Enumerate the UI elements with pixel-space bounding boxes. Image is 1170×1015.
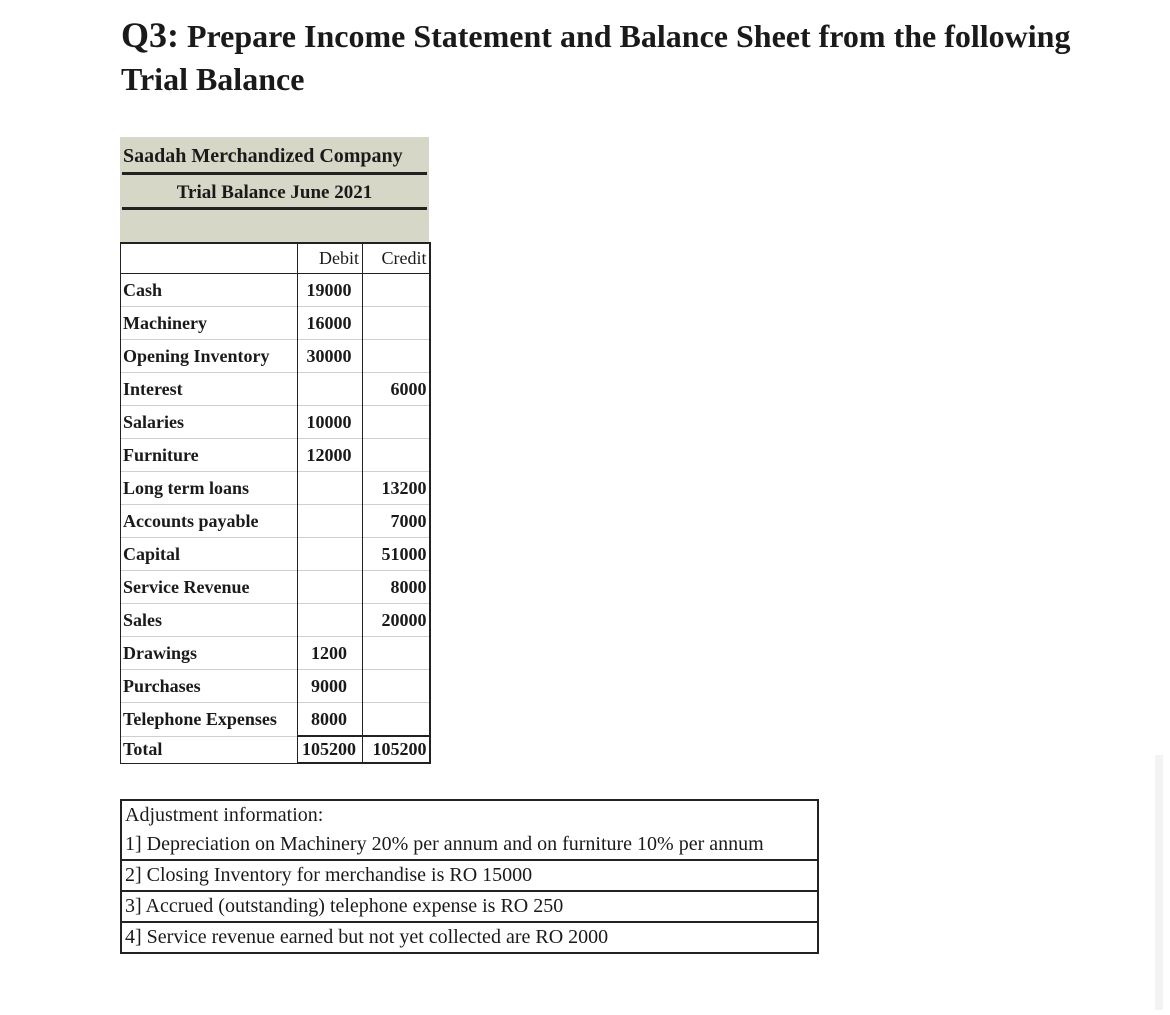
credit-amount: 8000 [363, 571, 430, 604]
table-row [121, 307, 430, 340]
account-name: Purchases [121, 670, 298, 703]
debit-amount [298, 571, 363, 604]
table-row [121, 571, 430, 604]
table-row [121, 538, 430, 571]
credit-amount: 7000 [363, 505, 430, 538]
debit-amount: 16000 [298, 307, 363, 340]
credit-amount [363, 340, 430, 373]
debit-amount: 8000 [298, 703, 363, 737]
header-rule [122, 172, 427, 175]
debit-amount [298, 373, 363, 406]
table-row [121, 274, 430, 307]
account-name: Opening Inventory [121, 340, 298, 373]
question-number: Q3: [121, 15, 179, 55]
account-name: Long term loans [121, 472, 298, 505]
credit-amount [363, 670, 430, 703]
account-name: Drawings [121, 637, 298, 670]
adjustment-information [120, 799, 819, 954]
debit-amount: 9000 [298, 670, 363, 703]
credit-amount [363, 439, 430, 472]
credit-amount [363, 307, 430, 340]
account-column-header [121, 243, 298, 274]
debit-column-header: Debit [298, 243, 363, 274]
table-row [121, 604, 430, 637]
debit-amount [298, 538, 363, 571]
debit-amount: 12000 [298, 439, 363, 472]
account-name: Interest [121, 373, 298, 406]
account-name: Accounts payable [121, 505, 298, 538]
adjustment-item: 4] Service revenue earned but not yet collected are RO 2000 [122, 921, 817, 952]
trial-balance-header [120, 137, 429, 242]
table-row [121, 439, 430, 472]
account-name: Telephone Expenses [121, 703, 298, 737]
debit-amount: 10000 [298, 406, 363, 439]
account-name: Sales [121, 604, 298, 637]
debit-amount: 1200 [298, 637, 363, 670]
table-row [121, 670, 430, 703]
table-row [121, 406, 430, 439]
table-header-row [121, 243, 430, 274]
debit-amount: 19000 [298, 274, 363, 307]
question-text: Prepare Income Statement and Balance Sheet from the following Trial Balance [121, 18, 1071, 97]
table-row [121, 637, 430, 670]
company-name: Saadah Merchandized Company [123, 145, 403, 167]
table-row [121, 472, 430, 505]
credit-amount [363, 406, 430, 439]
scrollbar-track[interactable] [1155, 755, 1163, 1010]
trial-balance-table [120, 242, 431, 764]
total-row [121, 736, 430, 763]
credit-amount: 6000 [363, 373, 430, 406]
credit-amount [363, 637, 430, 670]
trial-balance [120, 137, 429, 764]
account-name: Furniture [121, 439, 298, 472]
adjustment-item: 1] Depreciation on Machinery 20% per annum and on furniture 10% per annum [125, 833, 764, 855]
total-credit: 105200 [363, 736, 430, 763]
account-name: Cash [121, 274, 298, 307]
debit-amount: 30000 [298, 340, 363, 373]
credit-amount: 51000 [363, 538, 430, 571]
account-name: Machinery [121, 307, 298, 340]
account-name: Salaries [121, 406, 298, 439]
debit-amount [298, 604, 363, 637]
credit-amount [363, 703, 430, 737]
adjustment-item: 3] Accrued (outstanding) telephone expense is RO 250 [122, 890, 817, 921]
statement-period: Trial Balance June 2021 [176, 182, 373, 203]
total-debit: 105200 [298, 736, 363, 763]
debit-amount [298, 505, 363, 538]
table-row [121, 505, 430, 538]
header-rule [122, 207, 427, 210]
adjustment-item: 2] Closing Inventory for merchandise is RO 15000 [122, 859, 817, 890]
debit-amount [298, 472, 363, 505]
total-label: Total [121, 736, 298, 763]
credit-amount: 20000 [363, 604, 430, 637]
account-name: Capital [121, 538, 298, 571]
credit-column-header: Credit [363, 243, 430, 274]
credit-amount: 13200 [363, 472, 430, 505]
table-row [121, 340, 430, 373]
adjustment-title: Adjustment information: [125, 804, 324, 826]
table-row [121, 703, 430, 737]
question-heading [121, 14, 1141, 101]
table-row [121, 373, 430, 406]
account-name: Service Revenue [121, 571, 298, 604]
credit-amount [363, 274, 430, 307]
